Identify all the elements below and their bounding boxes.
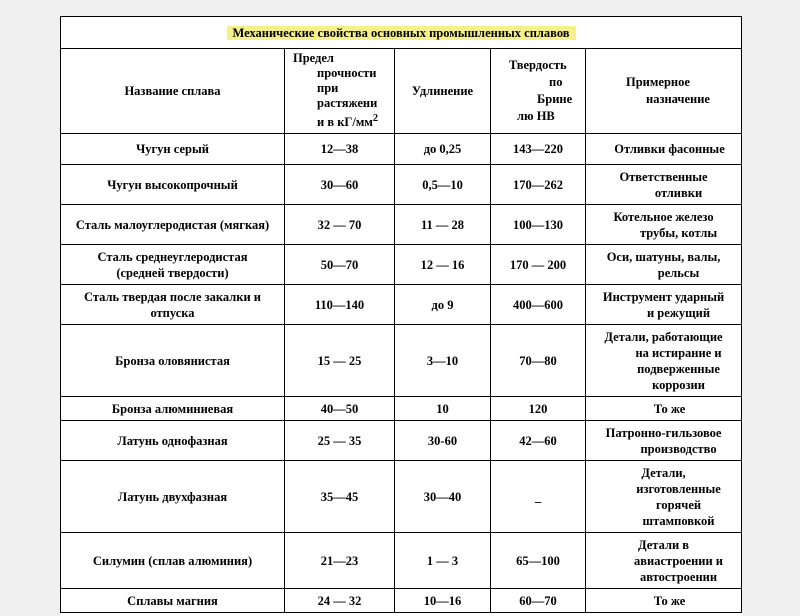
- cell-strength: 50—70: [285, 245, 395, 285]
- cell-strength: 30—60: [285, 165, 395, 205]
- cell-elongation: 30-60: [395, 421, 491, 461]
- cell-alloy-name: [61, 285, 285, 325]
- purpose-line: Детали в: [638, 537, 690, 552]
- purpose-line: коррозии: [652, 377, 705, 392]
- table-title: Механические свойства основных промышленных сплавов: [227, 26, 576, 40]
- purpose-line: штамповкой: [642, 513, 715, 528]
- header-row: [61, 49, 742, 134]
- cell-elongation: 11 — 28: [395, 205, 491, 245]
- header-strength: [285, 49, 395, 134]
- table-row: [61, 285, 742, 325]
- cell-alloy-name: [61, 165, 285, 205]
- alloy-name-line: Бронза оловянистая: [115, 353, 230, 368]
- cell-elongation: 0,5—10: [395, 165, 491, 205]
- purpose-line: Инструмент ударный: [602, 289, 725, 304]
- purpose-line: Ответственные: [619, 169, 708, 184]
- cell-strength: 35—45: [285, 461, 395, 533]
- header-strength-line: прочности: [317, 66, 377, 81]
- purpose-line: рельсы: [657, 265, 700, 280]
- table-row: [61, 134, 742, 165]
- table-row: [61, 205, 742, 245]
- header-strength-line: Предел: [293, 51, 334, 66]
- alloy-name-line: Чугун серый: [136, 142, 209, 156]
- cell-hardness: 42—60: [491, 421, 586, 461]
- purpose-line: Детали,: [641, 465, 686, 480]
- cell-purpose: [586, 245, 742, 285]
- cell-hardness: 143—220: [491, 134, 586, 165]
- purpose-line: трубы, котлы: [639, 225, 718, 240]
- cell-elongation: 30—40: [395, 461, 491, 533]
- purpose-line: изготовленные: [636, 481, 721, 496]
- purpose-line: Оси, шатуны, валы,: [606, 249, 721, 264]
- cell-alloy-name: [61, 397, 285, 421]
- alloy-name-line: Сталь среднеуглеродистая: [97, 249, 248, 264]
- cell-hardness: 100—130: [491, 205, 586, 245]
- cell-purpose: [586, 421, 742, 461]
- table-title-cell: [61, 17, 742, 49]
- header-hardness-line: Брине: [537, 92, 573, 106]
- cell-purpose: [586, 285, 742, 325]
- cell-purpose: [586, 165, 742, 205]
- cell-alloy-name: [61, 205, 285, 245]
- alloy-name-line: Сплавы магния: [127, 593, 218, 608]
- purpose-line: Детали, работающие: [604, 329, 723, 344]
- header-purpose-line: Примерное: [626, 75, 690, 89]
- table-row: [61, 397, 742, 421]
- table-row: [61, 325, 742, 397]
- table-row: [61, 421, 742, 461]
- header-purpose: [586, 49, 742, 134]
- alloy-name-line: Латунь двухфазная: [117, 489, 228, 504]
- alloy-name-line: отпуска: [150, 305, 195, 320]
- header-strength-unit-text: и в кГ/мм: [317, 115, 373, 130]
- cell-hardness: 120: [491, 397, 586, 421]
- header-strength-sup: 2: [372, 113, 379, 125]
- cell-elongation: до 0,25: [395, 134, 491, 165]
- cell-alloy-name: [61, 421, 285, 461]
- cell-alloy-name: [61, 533, 285, 589]
- cell-hardness: 60—70: [491, 589, 586, 613]
- table-row: [61, 245, 742, 285]
- title-row: [61, 17, 742, 49]
- cell-elongation: 3—10: [395, 325, 491, 397]
- alloys-table: [60, 16, 742, 613]
- header-hardness-line: Твердость: [509, 58, 567, 72]
- purpose-line: отливки: [654, 185, 703, 200]
- table-row: [61, 533, 742, 589]
- cell-alloy-name: [61, 134, 285, 165]
- cell-purpose: [586, 397, 742, 421]
- cell-purpose: [586, 461, 742, 533]
- cell-strength: 12—38: [285, 134, 395, 165]
- purpose-line: производство: [640, 441, 717, 456]
- cell-purpose: [586, 205, 742, 245]
- cell-purpose: [586, 325, 742, 397]
- purpose-line: автостроении: [639, 569, 718, 584]
- cell-hardness: 70—80: [491, 325, 586, 397]
- cell-hardness: 400—600: [491, 285, 586, 325]
- alloy-name-line: Сталь малоуглеродистая (мягкая): [75, 217, 270, 232]
- cell-elongation: до 9: [395, 285, 491, 325]
- alloy-name-line: Латунь однофазная: [117, 433, 228, 448]
- cell-strength: 15 — 25: [285, 325, 395, 397]
- cell-elongation: 10—16: [395, 589, 491, 613]
- cell-alloy-name: [61, 461, 285, 533]
- document-page: [60, 16, 742, 616]
- header-strength-line: растяжени: [317, 96, 378, 111]
- purpose-line: То же: [653, 401, 686, 416]
- table-row: [61, 165, 742, 205]
- header-strength-line: при: [317, 81, 339, 96]
- purpose-line: на истирание и: [635, 345, 722, 360]
- cell-elongation: 10: [395, 397, 491, 421]
- purpose-line: Котельное железо: [613, 209, 714, 224]
- header-strength-unit: [293, 111, 390, 130]
- cell-elongation: 1 — 3: [395, 533, 491, 589]
- purpose-line: подверженные: [637, 361, 720, 376]
- alloy-name-line: Чугун высокопрочный: [107, 177, 238, 192]
- table-row: [61, 461, 742, 533]
- cell-hardness: 65—100: [491, 533, 586, 589]
- cell-strength: 21—23: [285, 533, 395, 589]
- purpose-line: и режущий: [646, 305, 711, 320]
- alloy-name-line: (средней твердости): [116, 265, 229, 280]
- purpose-line: горячей: [655, 497, 702, 512]
- alloy-name-line: Силумин (сплав алюминия): [92, 553, 253, 568]
- cell-strength: 110—140: [285, 285, 395, 325]
- cell-hardness: 170 — 200: [491, 245, 586, 285]
- cell-strength: 24 — 32: [285, 589, 395, 613]
- header-purpose-line: назначение: [646, 92, 710, 106]
- purpose-line: Патронно-гильзовое: [605, 425, 722, 440]
- header-name: Название сплава: [61, 49, 285, 134]
- cell-elongation: 12 — 16: [395, 245, 491, 285]
- cell-hardness: 170—262: [491, 165, 586, 205]
- cell-strength: 25 — 35: [285, 421, 395, 461]
- cell-purpose: [586, 533, 742, 589]
- alloy-name-line: Бронза алюминиевая: [111, 401, 234, 416]
- cell-alloy-name: [61, 245, 285, 285]
- header-hardness-line: по: [549, 75, 563, 89]
- cell-strength: 40—50: [285, 397, 395, 421]
- purpose-line: То же: [653, 593, 686, 608]
- table-row: [61, 589, 742, 613]
- cell-hardness: _: [491, 461, 586, 533]
- header-elongation: Удлинение: [395, 49, 491, 134]
- cell-alloy-name: [61, 325, 285, 397]
- header-hardness: [491, 49, 586, 134]
- purpose-line: авиастроении и: [634, 553, 724, 568]
- cell-alloy-name: [61, 589, 285, 613]
- cell-purpose: [586, 134, 742, 165]
- cell-strength: 32 — 70: [285, 205, 395, 245]
- cell-purpose: [586, 589, 742, 613]
- purpose-line: Отливки фасонные: [614, 142, 725, 156]
- alloy-name-line: Сталь твердая после закалки и: [83, 289, 262, 304]
- header-hardness-line: лю НВ: [517, 109, 555, 123]
